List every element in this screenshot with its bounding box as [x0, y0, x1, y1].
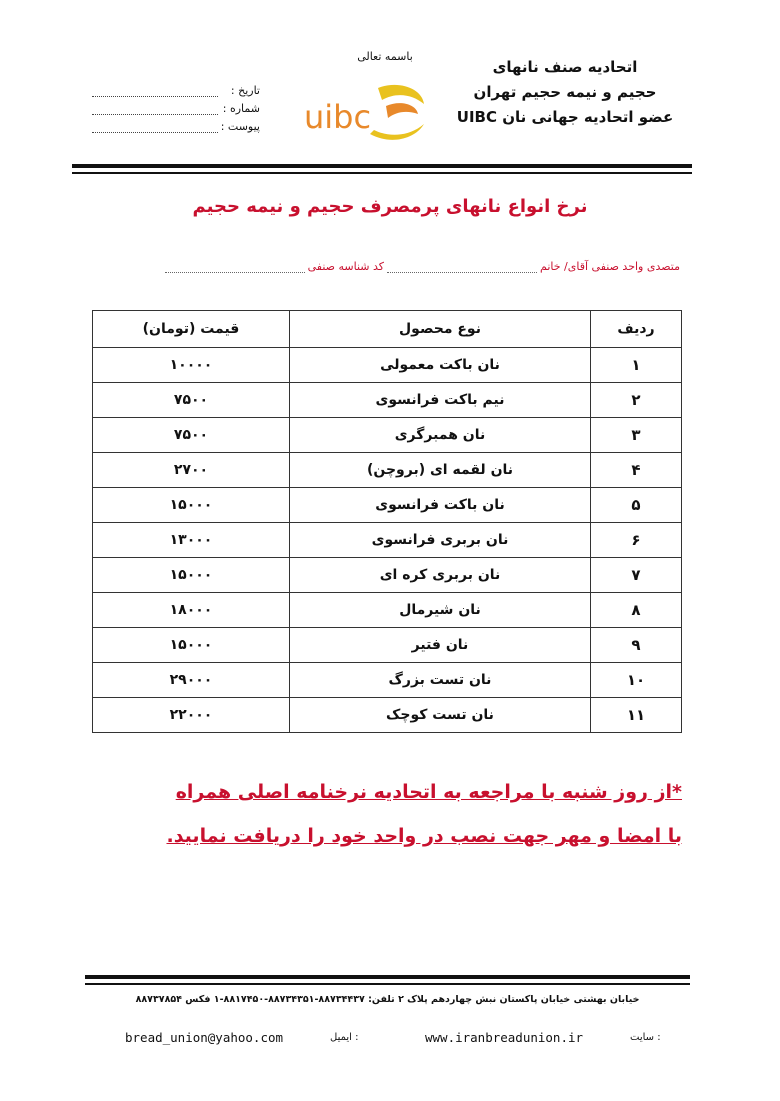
table-header-row [93, 311, 682, 348]
row-index: ۴ [591, 453, 682, 488]
meta-attachment-row [90, 118, 260, 136]
union-name-block [445, 55, 685, 130]
union-line-1: اتحادیه صنف نانهای [492, 58, 638, 76]
table-row [93, 348, 682, 383]
operator-fill-row [100, 260, 680, 273]
union-line-3: عضو اتحادیه جهانی نان UIBC [456, 108, 674, 126]
row-index: ۷ [591, 558, 682, 593]
table-row [93, 523, 682, 558]
notice-line-2: با امضا و مهر جهت نصب در واحد خود را دریافت نمایید. [166, 825, 682, 847]
table-row [93, 628, 682, 663]
footer-address: خیابان بهشتی خیابان پاکستان نبش چهاردهم پلاک ۲ تلفن: ۸۸۷۳۴۴۳۷-۸۸۷۳۴۳۵۱-۸۸۱۷۴۵۰-۱ فکس ۸۸۷۳۷۸۵۴ [135, 994, 640, 1005]
header-divider-thick [72, 164, 692, 168]
guild-code-field [165, 264, 305, 273]
meta-date-label: تاریخ : [230, 84, 260, 97]
website-label: سایت : [630, 1032, 661, 1043]
row-index: ۲ [591, 383, 682, 418]
document-meta [90, 82, 260, 136]
table-row [93, 698, 682, 733]
row-price: ۱۸۰۰۰ [93, 593, 290, 628]
meta-date-row [90, 82, 260, 100]
row-index: ۸ [591, 593, 682, 628]
table-row [93, 593, 682, 628]
table-row [93, 663, 682, 698]
row-product: نان لقمه ای (بروچن) [290, 453, 591, 488]
meta-number-field [92, 104, 218, 115]
row-index: ۹ [591, 628, 682, 663]
email-link[interactable]: bread_union@yahoo.com [125, 1030, 284, 1045]
row-product: نان همبرگری [290, 418, 591, 453]
bismillah: باسمه تعالی [357, 50, 413, 63]
website-link[interactable]: www.iranbreadunion.ir [425, 1030, 584, 1045]
price-table [92, 310, 682, 733]
header-price: قیمت (تومان) [93, 311, 290, 348]
row-product: نان تست بزرگ [290, 663, 591, 698]
row-price: ۱۵۰۰۰ [93, 488, 290, 523]
union-line-2: حجیم و نیمه حجیم تهران [473, 83, 657, 101]
row-index: ۱۰ [591, 663, 682, 698]
row-index: ۱۱ [591, 698, 682, 733]
uibc-logo [300, 80, 430, 150]
row-product: نان شیرمال [290, 593, 591, 628]
table-row [93, 383, 682, 418]
row-product: نیم باکت فرانسوی [290, 383, 591, 418]
logo-wordmark: uibc [304, 98, 372, 136]
row-price: ۲۷۰۰ [93, 453, 290, 488]
row-index: ۶ [591, 523, 682, 558]
page-title: نرخ انواع نانهای پرمصرف حجیم و نیمه حجیم [192, 196, 588, 217]
meta-attachment-label: پیوست : [220, 120, 260, 133]
row-price: ۱۵۰۰۰ [93, 628, 290, 663]
row-index: ۵ [591, 488, 682, 523]
table-row [93, 418, 682, 453]
meta-number-row [90, 100, 260, 118]
row-index: ۱ [591, 348, 682, 383]
row-product: نان فتیر [290, 628, 591, 663]
table-row [93, 558, 682, 593]
header-divider-thin [72, 172, 692, 174]
table-row [93, 453, 682, 488]
row-product: نان باکت فرانسوی [290, 488, 591, 523]
row-price: ۷۵۰۰ [93, 383, 290, 418]
email-label: ایمیل : [330, 1032, 359, 1043]
row-price: ۱۵۰۰۰ [93, 558, 290, 593]
row-product: نان تست کوچک [290, 698, 591, 733]
header-index: ردیف [591, 311, 682, 348]
row-price: ۱۳۰۰۰ [93, 523, 290, 558]
header-product: نوع محصول [290, 311, 591, 348]
uibc-logo-graphic [300, 80, 430, 150]
guild-code-label: کد شناسه صنفی [307, 260, 385, 273]
footer-divider-thick [85, 975, 690, 979]
row-product: نان بربری کره ای [290, 558, 591, 593]
row-index: ۳ [591, 418, 682, 453]
meta-attachment-field [92, 122, 218, 133]
meta-number-label: شماره : [222, 102, 260, 115]
operator-name-field [387, 264, 537, 273]
notice-line-1: *از روز شنبه با مراجعه به اتحادیه نرخنامه اصلی همراه [175, 781, 682, 803]
notice-block [92, 770, 682, 858]
row-product: نان باکت معمولی [290, 348, 591, 383]
operator-label: متصدی واحد صنفی آقای/ خانم [540, 260, 680, 273]
meta-date-field [92, 86, 218, 97]
footer-divider-thin [85, 983, 690, 985]
row-price: ۲۲۰۰۰ [93, 698, 290, 733]
row-product: نان بربری فرانسوی [290, 523, 591, 558]
footer-contact [85, 1030, 690, 1052]
row-price: ۷۵۰۰ [93, 418, 290, 453]
table-row [93, 488, 682, 523]
row-price: ۲۹۰۰۰ [93, 663, 290, 698]
row-price: ۱۰۰۰۰ [93, 348, 290, 383]
